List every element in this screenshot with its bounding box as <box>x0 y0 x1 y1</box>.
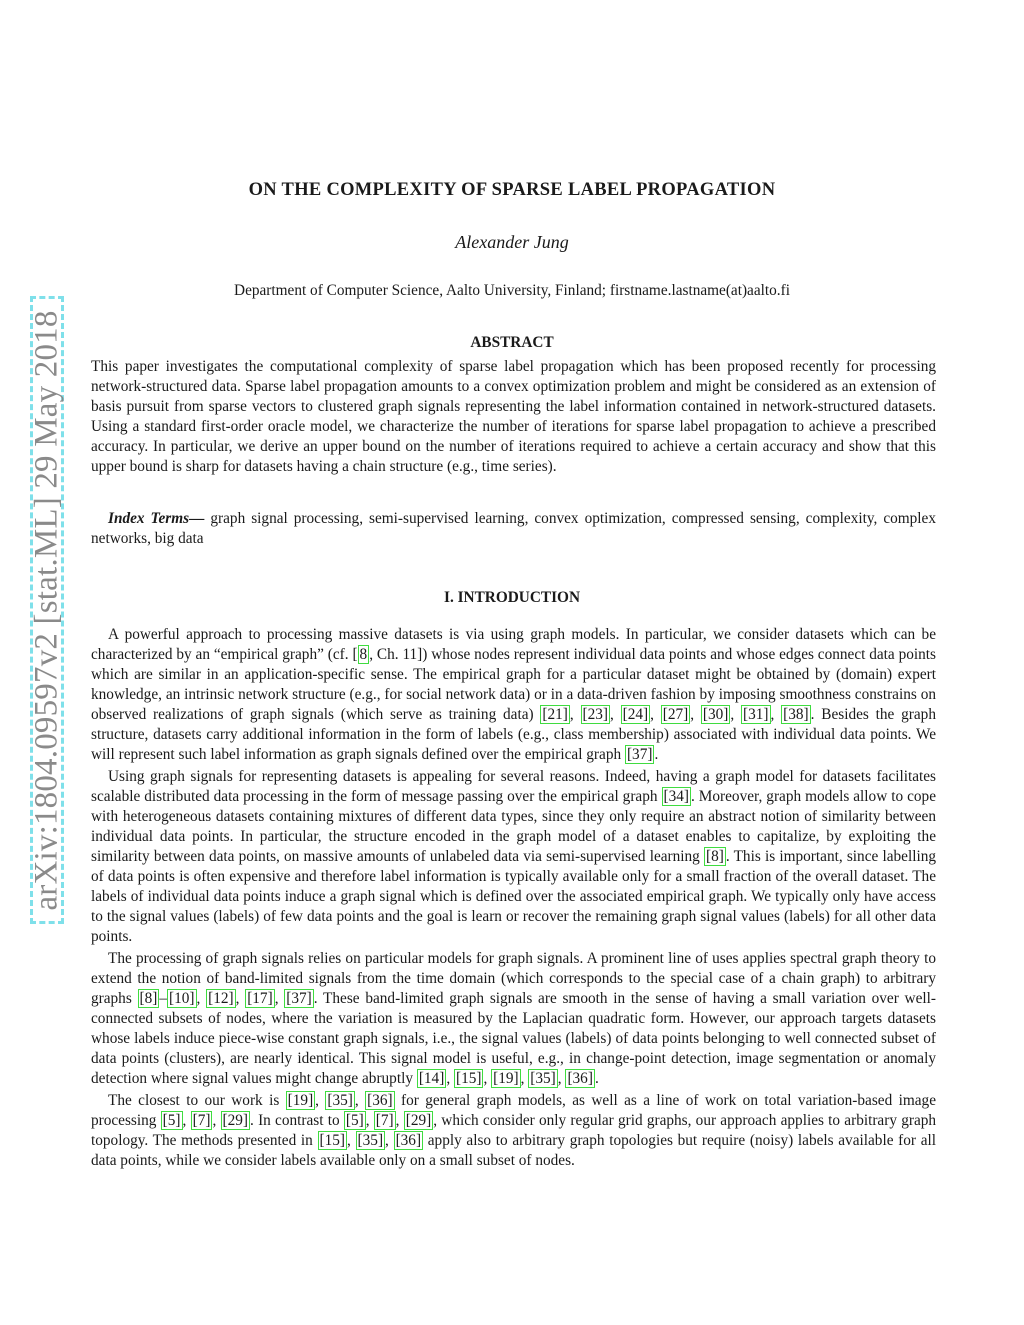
paper-title: ON THE COMPLEXITY OF SPARSE LABEL PROPAGATION <box>248 180 776 200</box>
text-run: , <box>196 990 207 1007</box>
text-run: – <box>159 990 168 1007</box>
text-run: , <box>385 1132 394 1149</box>
index-terms <box>91 509 936 549</box>
text-run: . These band-limited graph signals are smooth in the sense of having a small variation over well-connected subsets of nodes, where the variation is measured by the Laplacian quadratic form. However, our approach targets datasets whose labels induce piece-wise constant graph signals, i.e., the signal values (labels) of data points belonging to well connected subset of data points (clusters), are nearly identical. This signal model is useful, e.g., in change-point detection, image segmentation or anomaly detection where signal values might change abruptly <box>91 990 936 1087</box>
author-affiliation: Department of Computer Science, Aalto University, Finland; firstname.lastname(at)aalto.fi <box>234 282 790 299</box>
abstract-heading: ABSTRACT <box>470 334 554 351</box>
text-run: , <box>770 706 782 723</box>
citation-link[interactable]: [35] <box>357 1132 384 1149</box>
author-name: Alexander Jung <box>455 232 569 252</box>
text-run: , <box>650 706 661 723</box>
citation-link[interactable]: [36] <box>395 1132 422 1149</box>
text-run: , <box>446 1070 454 1087</box>
citation-link[interactable]: [10] <box>169 990 195 1007</box>
text-run: , <box>274 990 285 1007</box>
citation-link[interactable]: [24] <box>622 706 649 723</box>
text-run: . Besides the graph structure, datasets carry additional information in the form of labels (e.g., class membership) associated with individual data points. We will represent such label information as graph signals defined over the empirical graph <box>91 706 936 763</box>
text-run: The closest to our work is <box>108 1092 286 1109</box>
text-run: . In contrast to <box>250 1112 344 1129</box>
text-run: . <box>594 1070 599 1087</box>
index-terms-label: Index Terms— <box>108 510 205 527</box>
text-run: , <box>395 1112 404 1129</box>
citation-link[interactable]: [14] <box>418 1070 445 1087</box>
citation-link[interactable]: [34] <box>663 788 689 805</box>
text-run: The processing of graph signals relies on particular models for graph signals. A prominent line of uses applies spectral graph theory to extend the notion of band-limited signals from the time domain (which corresponds to the special case of a chain graph) to arbitrary graphs <box>91 950 936 1007</box>
text-run: for general graph models, as well as a line of work on total variation-based image processing <box>91 1092 936 1129</box>
citation-link[interactable]: [8] <box>706 848 724 865</box>
text-run: , <box>182 1112 191 1129</box>
citation-link[interactable]: [36] <box>567 1070 593 1087</box>
index-terms-text: graph signal processing, semi-supervised learning, convex optimization, compressed sensing, complexity, complex networks, big data <box>91 510 936 547</box>
text-run: , <box>520 1070 529 1087</box>
text-run: , <box>690 706 701 723</box>
citation-link[interactable]: [7] <box>375 1112 394 1129</box>
citation-link[interactable]: [5] <box>345 1112 364 1129</box>
citation-link[interactable]: [19] <box>493 1070 519 1087</box>
text-run: , <box>235 990 246 1007</box>
intro-paragraph-4 <box>91 1091 936 1171</box>
citation-link[interactable]: [29] <box>222 1112 249 1129</box>
citation-link[interactable]: [5] <box>162 1112 181 1129</box>
citation-link[interactable]: [35] <box>327 1092 353 1109</box>
text-run: A powerful approach to processing massive datasets is via using graph models. In particular, we consider datasets which can be characterized by an “empirical graph” (cf. <box>91 626 936 663</box>
citation-link[interactable]: [19] <box>287 1092 314 1109</box>
text-run: . <box>654 746 659 763</box>
index-terms-paragraph <box>91 509 936 549</box>
citation-link[interactable]: [29] <box>405 1112 432 1129</box>
text-run: , <box>365 1112 374 1129</box>
text-run: , <box>483 1070 492 1087</box>
text-run: apply also to arbitrary graph topologies but require (noisy) labels available for all data points, while we consider labels available only on a small subset of nodes. <box>91 1132 936 1169</box>
text-run: . Moreover, graph models allow to cope with heterogeneous datasets containing mixtures of different data types, since they only require an abstract notion of similarity between individual data points. In particular, the structure encoded in the graph model of a dataset enables to capitalize, by exploiting the similarity between data points, on massive amounts of unlabeled data via semi-supervised learning <box>91 788 936 865</box>
citation-link[interactable]: [30] <box>702 706 729 723</box>
arxiv-identifier-text: arXiv:1804.09597v2 [stat.ML] 29 May 2018 <box>28 309 65 911</box>
text-run: Using graph signals for representing datasets is appealing for several reasons. Indeed, having a graph model for datasets facilitates scalable distributed data processing in the form of message passing over the empirical graph <box>91 768 936 805</box>
text-run: , <box>315 1092 326 1109</box>
citation-link[interactable]: [37] <box>626 746 653 763</box>
text-run: , <box>212 1112 221 1129</box>
intro-paragraph-1: A powerful approach to processing massive datasets is via using graph models. In particular, we consider datasets which can be characterized by an “empirical graph” (cf. [ 8 , Ch. 11]) whose nodes represent individual data points and whose edges connect data points which are similar in an application-specific sense. The empirical graph for a particular dataset might be obtained by (domain) expert knowledge, an intrinsic network structure (e.g., for social network data) or in a data-driven fashion by imposing smoothness constrains on observed realizations of graph signals (which serve as training data) [21] , [23] , [24] , [27] , [30] , [31] , [38] . Besides the graph structure, datasets carry additional information in the form of labels (e.g., class membership) associated with individual data points. We will represent such label information as graph signals defined over the empirical graph [37] . <box>91 626 936 763</box>
text-run: , <box>557 1070 566 1087</box>
text-run: , <box>354 1092 366 1109</box>
text-run: , <box>610 706 621 723</box>
abstract-text: This paper investigates the computational complexity of sparse label propagation which has been proposed recently for processing network-structured data. Sparse label propagation amounts to a convex optimization problem and might be considered as an extension of basis pursuit from sparse vectors to clustered graph signals representing the label information contained in network-structured datasets. Using a standard first-order oracle model, we characterize the number of iterations for sparse label propagation to achieve a prescribed accuracy. In particular, we derive an upper bound on the number of iterations required to achieve a certain accuracy and show that this upper bound is sharp for datasets having a chain structure (e.g., time series). <box>91 358 936 475</box>
text-run: , <box>347 1132 356 1149</box>
citation-link[interactable]: [21] <box>542 706 568 723</box>
intro-paragraph-3 <box>91 949 936 1089</box>
citation-link[interactable]: [36] <box>367 1092 393 1109</box>
text-run: , which consider only regular grid graphs, our approach applies to arbitrary graph topology. The methods presented in <box>91 1112 937 1149</box>
arxiv-identifier-stamp[interactable] <box>30 296 64 924</box>
citation-link[interactable]: [17] <box>247 990 273 1007</box>
citation-link[interactable]: [15] <box>455 1070 482 1087</box>
introduction-heading: I. INTRODUCTION <box>444 589 580 606</box>
citation-link[interactable]: [12] <box>208 990 234 1007</box>
citation-link[interactable]: [27] <box>662 706 689 723</box>
citation-link[interactable]: [23] <box>582 706 609 723</box>
citation-link[interactable]: [8] <box>139 990 158 1007</box>
citation-link[interactable]: 8 <box>359 646 368 663</box>
text-run: , <box>730 706 742 723</box>
citation-link[interactable]: [7] <box>192 1112 211 1129</box>
citation-link[interactable]: [38] <box>783 706 809 723</box>
text-run: , <box>569 706 581 723</box>
citation-link[interactable]: [15] <box>319 1132 346 1149</box>
text-run: . This is important, since labelling of data points is often expensive and therefore label information is typically available only for a small fraction of the overall dataset. The labels of individual data points induce a graph signal which is defined over the associated empirical graph. We typically only have access to the signal values (labels) of few data points and the goal is learn or recover the remaining graph signal values (labels) for all other data points. <box>91 848 936 945</box>
intro-paragraph-2 <box>91 767 936 947</box>
abstract-body <box>91 357 936 477</box>
text-run: , Ch. 11]) whose nodes represent individual data points and whose edges connect data points which are similar in an application-specific sense. The empirical graph for a particular dataset might be obtained by (domain) expert knowledge, an intrinsic network structure (e.g., for social network data) or in a data-driven fashion by imposing smoothness constrains on observed realizations of graph signals (which serve as training data) <box>91 646 936 723</box>
citation-link[interactable]: [37] <box>286 990 312 1007</box>
citation-link[interactable]: [31] <box>743 706 769 723</box>
introduction-body <box>91 625 936 1171</box>
citation-link[interactable]: [35] <box>530 1070 556 1087</box>
